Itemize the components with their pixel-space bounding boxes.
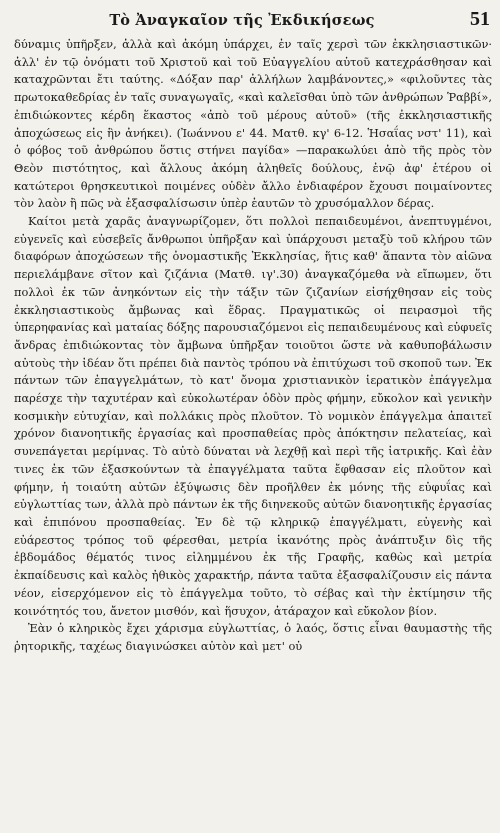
paragraph-2: Καίτοι μετὰ χαρᾶς ἀναγνωρίζομεν, ὅτι πολλοὶ πεπαιδευμένοι, ἀνεπτυγμένοι, εὐγενεῖς καὶ εὐσεβεῖς ἄνθρωποι ὑπῆρξαν καὶ ὑπάρχουσι μεταξὺ τοῦ κλήρου τῶν διαφόρων ἀποχώσεων τῆς ὀνομαστικῆς Ἐκκλησίας, ἥτις καθ' ἅπαντα τὸν αἰῶνα περιελάμβανε σῖτον καὶ ζιζάνια (Ματθ. ιγ'.30) ἀναγκαζόμεθα νὰ εἴπωμεν, ὅτι πολλοὶ ἐκ τῶν ἀνηκόντων εἰς τὴν τάξιν τῶν ζιζανίων εἰσήχθησαν εἰς τοὺς ἐκκλησιαστικοὺς ἄμβωνας καὶ ἕδρας. Πραγματικῶς οἱ πειρασμοὶ τῆς ὑπερηφανίας καὶ ματαίας δόξης παρουσιαζόμενοι εἰς πεπαιδευμένους καὶ εὐφυεῖς ἄνδρας ἐπιδιώκοντας τὸν ἄμβωνα ὑπῆρξαν τοιοῦτοι ὥστε νὰ καθυποβάλωσιν αὐτοὺς τὴν ἰδέαν ὅτι πρέπει διὰ παντὸς τρόπου νὰ ἐπιτύχωσι τοῦ σκοποῦ των. Ἐκ πάντων τῶν ἐπαγγελμάτων, τὸ κατ' ὄνομα χριστιανικὸν ἱερατικὸν ἐπάγγελμα παρέσχε τὴν ταχυτέραν καὶ εὐκολωτέραν ὁδὸν πρὸς φήμην, εὔκολον καὶ γενικὴν κοσμικὴν εὐτυχίαν, καὶ πολλάκις πρὸς πλοῦτον. Τὸ νομικὸν ἐπάγγελμα ἀπαιτεῖ χρόνον διανοητικῆς ἐργασίας καὶ προσπαθείας πρὸς ἀπόκτησιν πελατείας, καὶ συνεπάγεται μερίμνας. Τὸ αὐτὸ δύναται νὰ λεχθῇ καὶ περὶ τῆς ἰατρικῆς. Καὶ ἐὰν τινες ἐκ τῶν ἐξασκούντων τὰ ἐπαγγέλματα ταῦτα ἔφθασαν εἰς πλοῦτον καὶ φήμην, ἡ τοιαύτη αὐτῶν ἐξύψωσις δὲν προῆλθεν ἐκ μόνης τῆς εὐφυΐας καὶ εὐγλωττίας των, ἀλλὰ πρὸ πάντων ἐκ τῆς διηνεκοῦς αὐτῶν διανοητικῆς ἐργασίας καὶ ἐπιπόνου προσπαθείας. Ἐν δὲ τῷ κληρικῷ ἐπαγγέλματι, εὐγενὴς καὶ εὐάρεστος τρόπος τοῦ φέρεσθαι, μετρία ἱκανότης πρὸς ἀνάπτυξιν δὶς τῆς ἑβδομάδος θέματός τινος εἰλημμένου ἐκ τῆς Γραφῆς, καθὼς καὶ μετρία ἐκπαίδευσις καὶ καλὸς ἠθικὸς χαρακτήρ, πάντα ταῦτα ἐξασφαλίζουσιν εἰς πάντα νέον, εἰσερχόμενον εἰς τὸ ἐπάγγελμα τοῦτο, τὸ σέβας καὶ τὴν ἐκτίμησιν τῆς κοινότητός του, ἄνετον μισθόν, καὶ ἥσυχον, ἀτάραχον καὶ εὔκολον βίον. <box>14 214 492 618</box>
running-title: Τὸ Ἀναγκαῖον τῆς Ἐκδικήσεως <box>109 12 375 29</box>
page-header <box>14 8 492 31</box>
body-text <box>14 36 492 656</box>
page-number: 51 <box>470 8 490 30</box>
paragraph-1: δύναμις ὑπῆρξεν, ἀλλὰ καὶ ἀκόμη ὑπάρχει, ἐν ταῖς χερσὶ τῶν ἐκκλησιαστικῶν· ἀλλ' ἐν τῷ ὀνόματι τοῦ Χριστοῦ καὶ τοῦ Εὐαγγελίου αὐτοῦ κατεχράσθησαν καὶ καταχρῶνται ἔτι ταύτης. «Δόξαν παρ' ἀλλήλων λαμβάνοντες,» «φιλοῦντες τὰς πρωτοκαθεδρίας ἐν ταῖς συναγωγαῖς, «καὶ καλεῖσθαι ὑπὸ τῶν ἀνθρώπων Ῥαββί», ἐπιδιώκοντες κέρδη ἕκαστος «ἀπὸ τοῦ μέρους αὐτοῦ» (τῆς ἐκκλησιαστικῆς ἀποχώσεως εἰς ἣν ἀνήκει). (Ἰωάννου ε' 44. Ματθ. κγ' 6-12. Ἡσαΐας νστ' 11), καὶ ὁ φόβος τοῦ ἀνθρώπου ὅστις στήνει παγίδα» —παρακωλύει ἀπὸ τῆς πρὸς τὸν Θεὸν πιστότητος, καὶ ἄλλους ἀκόμη ἀληθεῖς δούλους, ἐνῷ ἀφ' ἑτέρου οἱ κατώτεροι θρησκευτικοὶ ποιμένες οὐδὲν ἄλλο ἐνδιαφέρον ἔχουσι ποιμαίνοντες τὸν λαὸν ἢ πῶς νὰ ἐξασφαλίσωσιν ὑπὲρ ἑαυτῶν τὸ χρυσόμαλλον δέρας. <box>14 37 492 211</box>
paragraph-3: Ἐὰν ὁ κληρικὸς ἔχει χάρισμα εὐγλωττίας, ὁ λαός, ὅστις εἶναι θαυμαστὴς τῆς ῥητορικῆς, ταχέως διαγινώσκει αὐτὸν καὶ μετ' οὐ <box>14 621 492 653</box>
